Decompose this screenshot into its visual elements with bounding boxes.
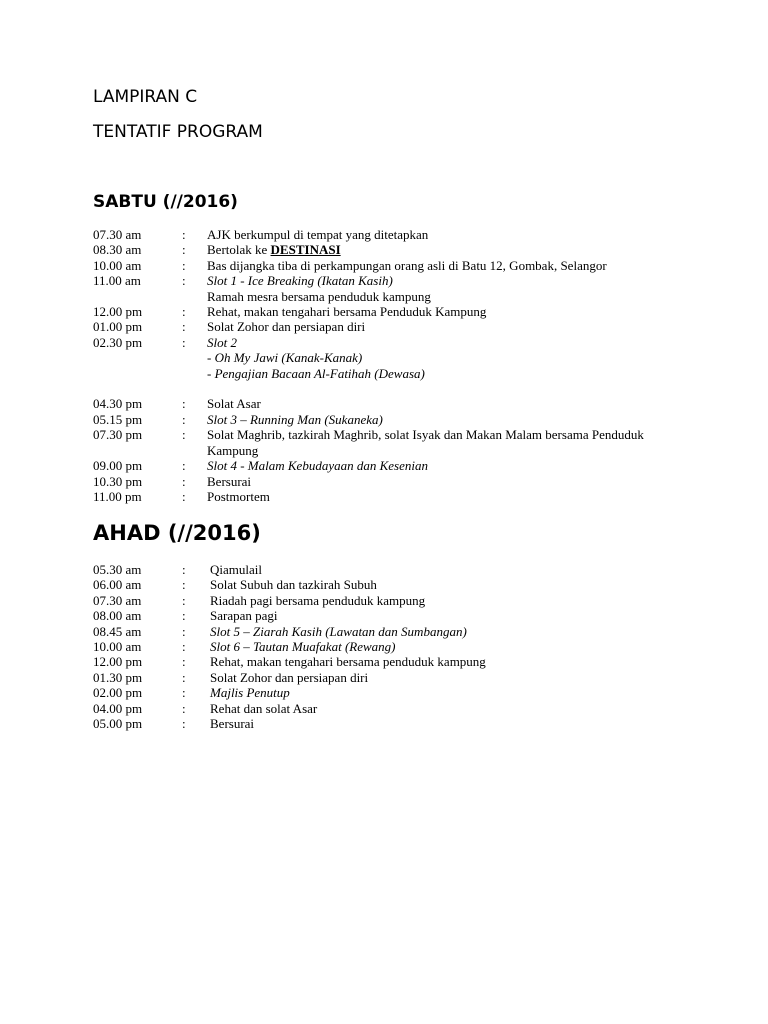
row-time: 04.00 pm (93, 700, 143, 716)
row-colon: : (182, 700, 186, 716)
row-time: 07.30 am (93, 227, 142, 242)
row-activity: Slot 3 – Running Man (Sukaneka) (207, 411, 383, 427)
row-activity: Postmortem (207, 488, 270, 504)
row-time: 01.00 pm (93, 319, 143, 335)
schedule-row (93, 670, 713, 685)
schedule-row (93, 412, 713, 427)
row-colon: : (182, 488, 186, 504)
ahad-schedule (93, 562, 713, 731)
sabtu-heading: SABTU (//2016) (93, 192, 238, 212)
schedule-row (93, 639, 713, 654)
row-time: 11.00 pm (93, 488, 142, 504)
row-activity: Solat Subuh dan tazkirah Subuh (210, 577, 377, 593)
row-activity (207, 427, 713, 458)
row-spacer (207, 381, 713, 396)
row-time: 02.00 pm (93, 685, 143, 701)
row-time: 01.30 pm (93, 669, 143, 685)
ahad-heading: AHAD (//2016) (93, 521, 261, 545)
row-time: 10.30 pm (93, 473, 143, 489)
row-activity-detail: Ramah mesra bersama penduduk kampung (207, 288, 431, 304)
row-time: 05.00 pm (93, 716, 143, 732)
row-time: 04.30 pm (93, 396, 143, 412)
row-colon: : (182, 396, 186, 412)
schedule-row (93, 593, 713, 608)
row-colon: : (182, 227, 186, 242)
schedule-row (93, 716, 713, 731)
schedule-row (93, 396, 713, 411)
schedule-row (93, 489, 713, 504)
row-time: 08.45 am (93, 623, 142, 639)
row-activity: Solat Asar (207, 396, 261, 412)
schedule-row (93, 258, 713, 273)
row-activity-slot: Slot 1 - Ice Breaking (Ikatan Kasih) (207, 273, 393, 289)
row-colon: : (182, 562, 186, 577)
row-time: 06.00 am (93, 577, 142, 593)
sabtu-schedule (93, 227, 713, 504)
row-activity: Slot 6 – Tautan Muafakat (Rewang) (210, 639, 396, 655)
schedule-row (93, 458, 713, 473)
row-colon: : (182, 304, 186, 320)
row-colon: : (182, 334, 186, 350)
destination-label: DESTINASI (270, 242, 341, 258)
schedule-row (93, 608, 713, 623)
row-time: 11.00 am (93, 273, 141, 289)
row-time: 10.00 am (93, 639, 142, 655)
row-time: 07.30 am (93, 592, 142, 608)
schedule-row (93, 654, 713, 669)
row-activity: Sarapan pagi (210, 608, 278, 624)
schedule-row (93, 624, 713, 639)
row-colon: : (182, 319, 186, 335)
row-activity: Slot 5 – Ziarah Kasih (Lawatan dan Sumbangan) (210, 623, 467, 639)
row-colon: : (182, 577, 186, 593)
row-colon: : (182, 242, 186, 258)
row-activity: AJK berkumpul di tempat yang ditetapkan (207, 227, 429, 242)
row-activity: Majlis Penutup (210, 685, 290, 701)
schedule-row (93, 242, 713, 257)
row-activity-text: Kampung (207, 442, 259, 458)
row-time: 05.15 pm (93, 411, 143, 427)
row-colon: : (182, 639, 186, 655)
row-activity: Solat Zohor dan persiapan diri (210, 669, 369, 685)
row-colon: : (182, 685, 186, 701)
schedule-row (93, 427, 713, 458)
row-time: 02.30 pm (93, 334, 143, 350)
row-activity-detail: - Oh My Jawi (Kanak-Kanak) (207, 350, 363, 366)
row-colon: : (182, 411, 186, 427)
row-activity-text: Bertolak ke (207, 242, 271, 258)
schedule-row (93, 273, 713, 304)
row-activity: Riadah pagi bersama penduduk kampung (210, 592, 426, 608)
row-colon: : (182, 273, 186, 289)
row-colon: : (182, 458, 186, 474)
row-time: 12.00 pm (93, 654, 143, 670)
row-activity: Rehat dan solat Asar (210, 700, 318, 716)
row-activity-text: Solat Maghrib, tazkirah Maghrib, solat Isyak dan Makan Malam bersama Penduduk (207, 427, 644, 443)
row-time: 07.30 pm (93, 427, 143, 443)
row-activity (207, 335, 713, 397)
row-time: 12.00 pm (93, 304, 143, 320)
row-colon: : (182, 623, 186, 639)
row-colon: : (182, 592, 186, 608)
row-colon: : (182, 427, 186, 443)
schedule-row (93, 335, 713, 397)
row-activity-slot: Slot 2 (207, 334, 237, 350)
row-colon: : (182, 654, 186, 670)
schedule-row (93, 685, 713, 700)
schedule-row (93, 304, 713, 319)
program-title: TENTATIF PROGRAM (93, 122, 263, 142)
schedule-row (93, 227, 713, 242)
row-activity: Qiamulail (210, 562, 262, 577)
row-activity (207, 273, 713, 304)
row-activity-detail: - Pengajian Bacaan Al-Fatihah (Dewasa) (207, 365, 425, 381)
schedule-row (93, 562, 713, 577)
row-activity: Solat Zohor dan persiapan diri (207, 319, 366, 335)
row-colon: : (182, 257, 186, 273)
lampiran-heading: LAMPIRAN C (93, 87, 198, 107)
row-activity (207, 242, 713, 257)
row-time: 09.00 pm (93, 458, 143, 474)
row-time: 08.00 am (93, 608, 142, 624)
row-colon: : (182, 608, 186, 624)
schedule-row (93, 701, 713, 716)
schedule-row (93, 577, 713, 592)
row-colon: : (182, 669, 186, 685)
row-colon: : (182, 716, 186, 732)
row-activity: Slot 4 - Malam Kebudayaan dan Kesenian (207, 458, 428, 474)
schedule-row (93, 319, 713, 334)
schedule-row (93, 474, 713, 489)
row-activity: Rehat, makan tengahari bersama Penduduk Kampung (207, 304, 487, 320)
row-activity: Bersurai (210, 716, 255, 732)
row-colon: : (182, 473, 186, 489)
row-activity: Bas dijangka tiba di perkampungan orang asli di Batu 12, Gombak, Selangor (207, 257, 607, 273)
row-time: 10.00 am (93, 257, 142, 273)
row-activity: Bersurai (207, 473, 252, 489)
row-activity: Rehat, makan tengahari bersama penduduk kampung (210, 654, 486, 670)
row-time: 05.30 am (93, 562, 142, 577)
row-time: 08.30 am (93, 242, 142, 258)
